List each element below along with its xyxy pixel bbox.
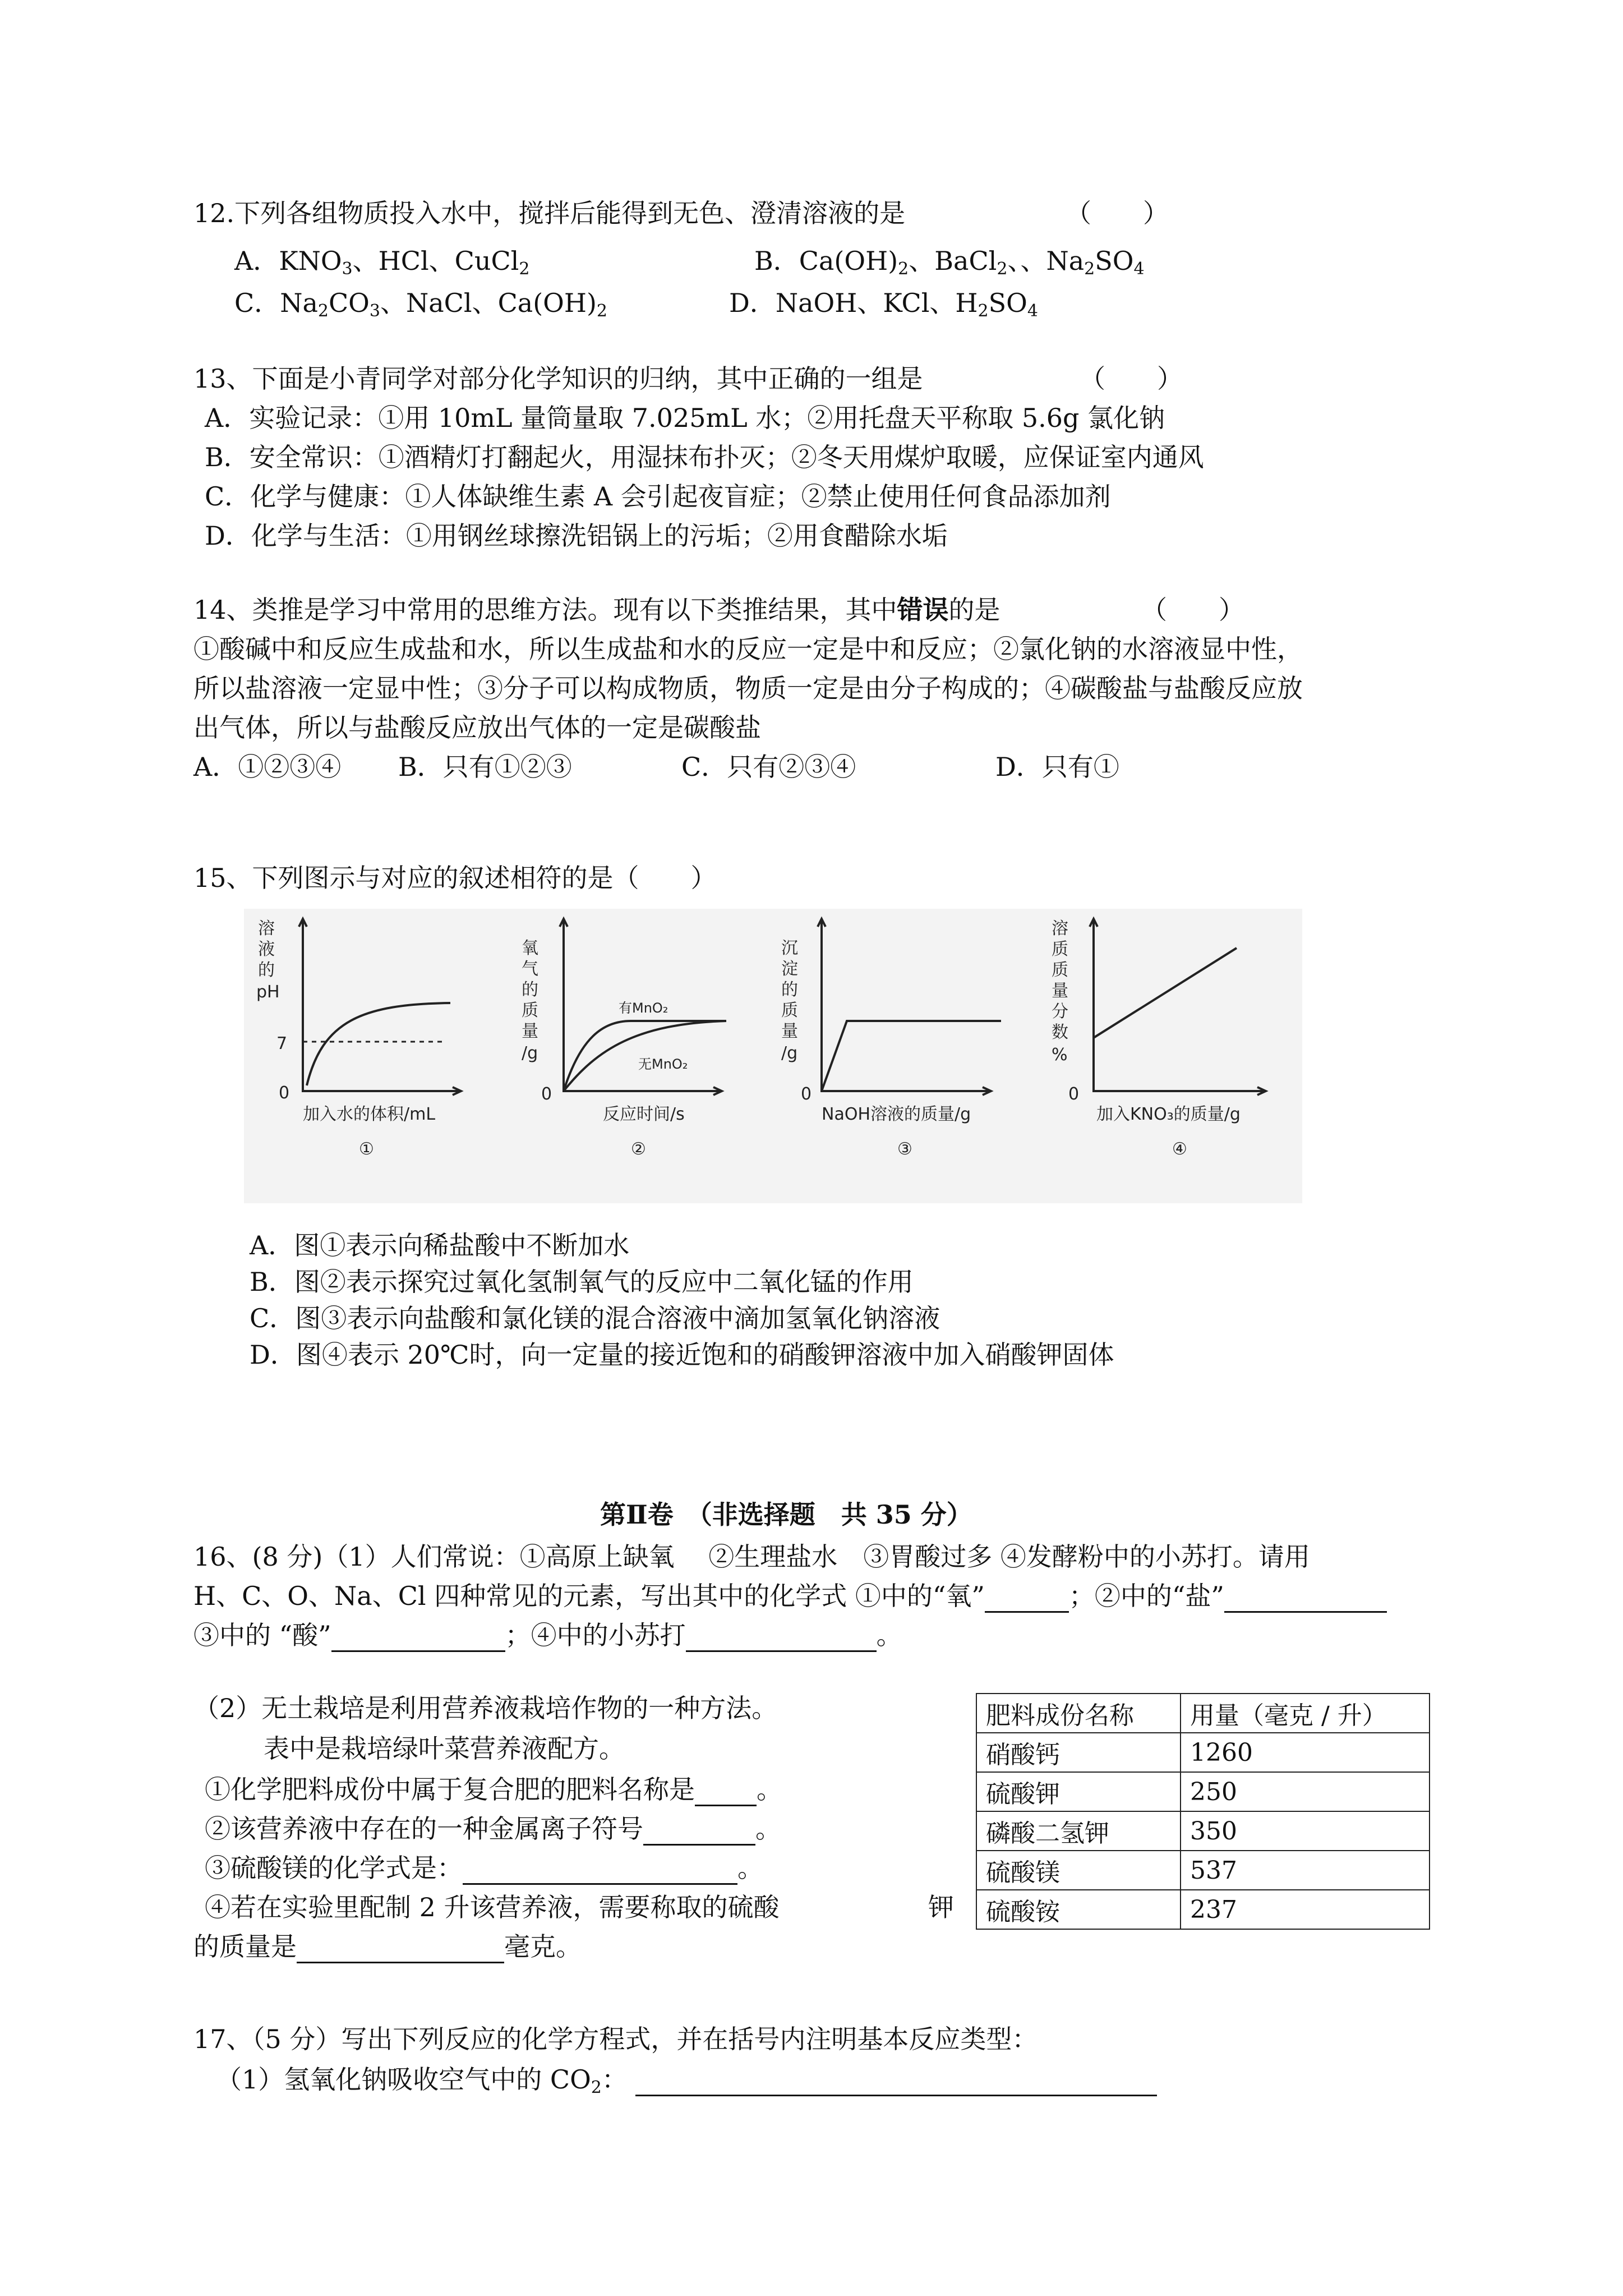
q12-option-c: C．$Na_2CO_3$、NaCl、$Ca(OH)_2$ <box>234 288 608 321</box>
svg-text:0: 0 <box>801 1084 812 1104</box>
svg-text:7: 7 <box>276 1034 288 1053</box>
svg-text:有MnO₂: 有MnO₂ <box>619 1000 668 1016</box>
q16-blank-salt[interactable] <box>1224 1589 1387 1613</box>
table-row <box>976 1890 1430 1929</box>
graph-2 <box>522 919 726 1159</box>
q15-stem: 15、下列图示与对应的叙述相符的是（ ） <box>193 863 717 893</box>
svg-text:氧: 氧 <box>522 938 538 958</box>
table-cell: 1260 <box>1181 1733 1430 1772</box>
q16-blank-acid[interactable] <box>331 1628 505 1652</box>
q13-stem: 13、下面是小青同学对部分化学知识的归纳，其中正确的一组是 <box>193 364 923 394</box>
q15-option-a: A．图①表示向稀盐酸中不断加水 <box>250 1230 630 1260</box>
table-header-cell: 用量（毫克 / 升） <box>1181 1694 1430 1733</box>
svg-text:%: % <box>1052 1045 1068 1065</box>
svg-text:反应时间/s: 反应时间/s <box>603 1105 685 1124</box>
q14-line-1: ①酸碱中和反应生成盐和水，所以生成盐和水的反应一定是中和反应；②氯化钠的水溶液显中性， <box>193 634 1303 664</box>
svg-text:NaOH溶液的质量/g: NaOH溶液的质量/g <box>822 1105 971 1124</box>
table-cell: 350 <box>1181 1811 1430 1851</box>
svg-text:无MnO₂: 无MnO₂ <box>638 1056 688 1072</box>
q16-part2-line-1: （2）无土栽培是利用营养液栽培作物的一种方法。 <box>193 1693 778 1723</box>
svg-text:/g: /g <box>781 1043 798 1063</box>
q15-graph-panel <box>244 909 1302 1203</box>
svg-text:量: 量 <box>1052 981 1068 1001</box>
q16-part2-line-7: 的质量是 毫克。 <box>193 1930 582 1963</box>
table-header-row <box>976 1694 1430 1733</box>
svg-text:②: ② <box>631 1139 646 1159</box>
q12-answer-paren: （ ） <box>1066 198 1169 228</box>
svg-text:质: 质 <box>1052 960 1068 980</box>
q16-blank-metal-ion[interactable] <box>643 1821 755 1846</box>
svg-text:0: 0 <box>279 1083 290 1103</box>
svg-text:溶: 溶 <box>258 919 275 938</box>
svg-text:的: 的 <box>781 980 798 1000</box>
svg-text:0: 0 <box>541 1084 552 1104</box>
svg-text:③: ③ <box>897 1139 912 1159</box>
q13-option-d: D．化学与生活：①用钢丝球擦洗铝锅上的污垢；②用食醋除水垢 <box>205 521 948 551</box>
svg-text:0: 0 <box>1068 1084 1080 1104</box>
table-cell: 237 <box>1181 1890 1430 1929</box>
q16-blank-compound-fertilizer[interactable] <box>695 1782 757 1806</box>
q15-option-d: D．图④表示 20℃时，向一定量的接近饱和的硝酸钾溶液中加入硝酸钾固体 <box>250 1340 1114 1370</box>
svg-text:液: 液 <box>258 940 275 959</box>
q14-option-c: C．只有②③④ <box>681 752 856 782</box>
table-cell: 硝酸钙 <box>976 1733 1181 1772</box>
q16-part2-line-6: ④若在实验里配制 2 升该营养液，需要称取的硫酸 <box>205 1892 780 1922</box>
q17-blank-equation-1[interactable] <box>635 2072 1157 2096</box>
q16-part2-line-5: ③硫酸镁的化学式是： 。 <box>205 1851 763 1885</box>
table-cell: 硫酸镁 <box>976 1851 1181 1890</box>
q12-option-b: B．$Ca(OH)_2$、BaCl$_2$、、$Na_2SO_4$ <box>754 246 1145 279</box>
table-cell: 硫酸铵 <box>976 1890 1181 1929</box>
svg-text:/g: /g <box>522 1043 538 1063</box>
svg-text:的: 的 <box>258 960 275 980</box>
table-header-cell: 肥料成份名称 <box>976 1694 1181 1733</box>
q13-answer-paren: （ ） <box>1080 364 1183 394</box>
q14-line-3: 出气体，所以与盐酸反应放出气体的一定是碳酸盐 <box>193 712 761 743</box>
q16-part2-line-3: ①化学肥料成份中属于复合肥的肥料名称是 。 <box>205 1773 782 1806</box>
q16-part2-line-4: ②该营养液中存在的一种金属离子符号 。 <box>205 1812 781 1846</box>
svg-text:数: 数 <box>1052 1023 1068 1042</box>
q16-part2-line-6-end: 钾 <box>928 1892 954 1922</box>
q16-blank-k2so4-mass[interactable] <box>297 1939 504 1963</box>
graph-3 <box>781 919 1001 1159</box>
table-row <box>976 1733 1430 1772</box>
q16-part2-line-2: 表中是栽培绿叶菜营养液配方。 <box>264 1733 625 1764</box>
svg-text:①: ① <box>359 1139 374 1159</box>
q13-option-a: A．实验记录：①用 10mL 量筒量取 7.025mL 水；②用托盘天平称取 5.6g 氯化钠 <box>205 403 1165 433</box>
svg-text:淀: 淀 <box>781 959 798 979</box>
q14-option-a: A．①②③④ <box>193 752 342 782</box>
svg-text:分: 分 <box>1052 1002 1068 1022</box>
q14-stem: 14、类推是学习中常用的思维方法。现有以下类推结果，其中错误的是 <box>193 595 1000 625</box>
q14-answer-paren: （ ） <box>1141 595 1244 625</box>
graph-1 <box>256 919 461 1159</box>
svg-text:加入水的体积/mL: 加入水的体积/mL <box>303 1105 436 1124</box>
q16-blank-oxygen[interactable] <box>985 1589 1069 1613</box>
table-cell: 磷酸二氢钾 <box>976 1811 1181 1851</box>
q16-line-3: ③中的 “酸” ；④中的小苏打 。 <box>193 1618 902 1652</box>
svg-text:沉: 沉 <box>781 938 798 958</box>
svg-text:加入KNO₃的质量/g: 加入KNO₃的质量/g <box>1096 1105 1241 1124</box>
q17-item-1: （1）氢氧化钠吸收空气中的 $CO_2$： <box>216 2063 1157 2096</box>
q16-blank-baking-soda[interactable] <box>686 1628 877 1652</box>
q14-option-b: B．只有①②③ <box>398 752 572 782</box>
table-row <box>976 1811 1430 1851</box>
svg-text:量: 量 <box>522 1022 538 1041</box>
table-cell: 537 <box>1181 1851 1430 1890</box>
table-row <box>976 1772 1430 1811</box>
q15-option-b: B．图②表示探究过氧化氢制氧气的反应中二氧化锰的作用 <box>250 1267 914 1297</box>
svg-text:量: 量 <box>781 1022 798 1041</box>
table-cell: 硫酸钾 <box>976 1772 1181 1811</box>
q16-blank-mgso4-formula[interactable] <box>463 1861 737 1885</box>
q13-option-b: B．安全常识：①酒精灯打翻起火，用湿抹布扑灭；②冬天用煤炉取暖，应保证室内通风 <box>205 442 1204 472</box>
q12-stem: 12.下列各组物质投入水中，搅拌后能得到无色、澄清溶液的是 <box>193 198 906 228</box>
q16-line-2: H、C、O、Na、Cl 四种常见的元素，写出其中的化学式 ①中的“氧” ；②中的“盐” <box>193 1579 1387 1613</box>
svg-text:气: 气 <box>522 959 538 979</box>
svg-text:④: ④ <box>1172 1139 1187 1159</box>
q12-option-d: D．NaOH、KCl、$H_2SO_4$ <box>729 288 1038 321</box>
svg-text:质: 质 <box>522 1001 538 1020</box>
table-cell: 250 <box>1181 1772 1430 1811</box>
svg-text:的: 的 <box>522 980 538 1000</box>
svg-text:溶: 溶 <box>1052 919 1068 938</box>
svg-text:pH: pH <box>256 982 280 1002</box>
svg-text:质: 质 <box>1052 940 1068 959</box>
svg-text:质: 质 <box>781 1001 798 1020</box>
q15-option-c: C．图③表示向盐酸和氯化镁的混合溶液中滴加氢氧化钠溶液 <box>250 1303 940 1333</box>
q16-line-1: 16、(8 分)（1）人们常说：①高原上缺氧 ②生理盐水 ③胃酸过多 ④发酵粉中的小苏打。请用 <box>193 1542 1310 1572</box>
q13-option-c: C．化学与健康：①人体缺维生素 A 会引起夜盲症；②禁止使用任何食品添加剂 <box>205 481 1111 512</box>
q14-option-d: D．只有① <box>995 752 1119 782</box>
section-2-title: 第Ⅱ卷 （非选择题 共 35 分） <box>600 1499 972 1530</box>
q12-option-a: A．$KNO_3$、HCl、CuCl$_2$ <box>234 246 530 279</box>
table-row <box>976 1851 1430 1890</box>
fertilizer-table <box>976 1693 1430 1930</box>
graph-4 <box>1052 919 1266 1159</box>
q17-stem: 17、（5 分）写出下列反应的化学方程式，并在括号内注明基本反应类型： <box>193 2024 1038 2054</box>
q14-line-2: 所以盐溶液一定显中性；③分子可以构成物质，物质一定是由分子构成的；④碳酸盐与盐酸反应放 <box>193 673 1303 703</box>
